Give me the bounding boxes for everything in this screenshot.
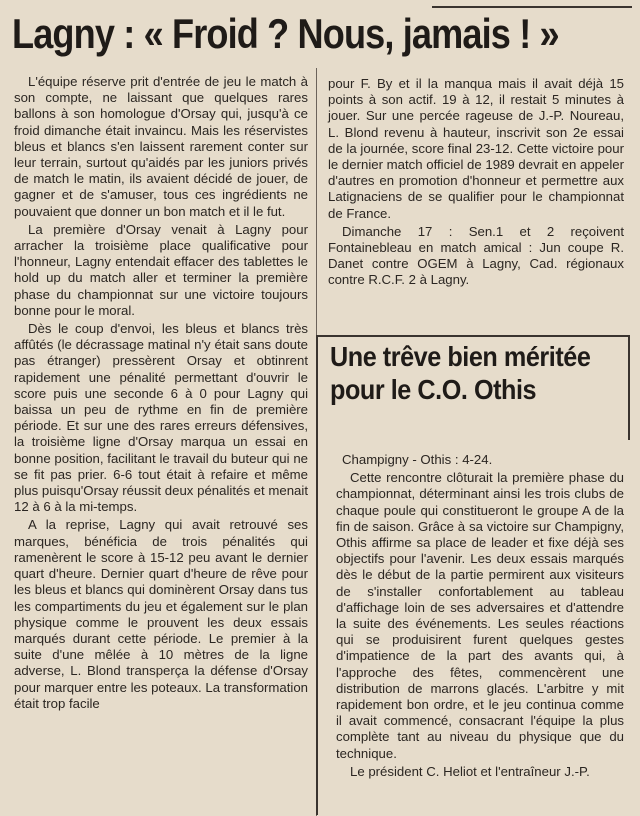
left-column xyxy=(14,74,308,712)
article-paragraph: La première d'Orsay venait à Lagny pour arracher la troisième place qualificative pour l'honneur, Lagny entendait effacer des tablettes le hold up du match aller et terminer la première phase du championnat sur une victoire toujours bonne pour le moral. xyxy=(14,221,308,318)
box-border-left xyxy=(316,335,318,815)
article-paragraph: Cette rencontre clôturait la première phase du championnat, déterminant ainsi les trois clubs de chaque poule qui constitueront le groupe A de la fin de saison. Grâce à sa victoire sur Champigny, Othis affirme sa place de leader et fixe déjà ses objectifs pour l'avenir. Les deux essais marqués dès le début de la partie permirent aux visiteurs de s'installer confortablement au tableau d'affichage loin de ses adversaires et d'attendre la suite des événements. Les seules réactions qui se produisirent furent quelques gestes d'impatience de la part des avants qui, à l'approche des fêtes, commencèrent une distribution de marrons glacés. L'arbitre y mit rapidement bon ordre, et le jeu continua comme il avait commencé, consacrant l'équipe la plus complète tant au niveau du physique que du technique. xyxy=(336,470,624,761)
score-line: Champigny - Othis : 4-24. xyxy=(342,452,493,467)
article-paragraph: pour F. By et il la manqua mais il avait déjà 15 points à son actif. 19 à 12, il restait 5 minutes à jouer. Sur une percée rageuse de J.-P. Noureau, L. Blond revenu à hauteur, inscrivit son 2e essai de la journée, score final 23-12. Cette victoire pour le dernier match officiel de 1989 devrait en appeler d'autres en promotion d'honneur et permettre aux Latignaciens de se qualifier pour le championnat de France. xyxy=(328,76,624,221)
article-paragraph: Dès le coup d'envoi, les bleus et blancs très affûtés (le décrassage matinal n'y était sans doute pas étranger) pressèrent Orsay et obtinrent rapidement une pénalité permettant d'ouvrir le score puis une seconde 6 à 0 pour Lagny qui baissa un peu de rythme en fin de première période. Et sur une des rares erreurs défensives, la troisième ligne d'Orsay marqua un essai en bonne position, facilitant le travail du buteur qui ne se fit pas prier. 6-6 tout était à refaire et même plus puisqu'Orsay réussit deux pénalités et menait 12 à 6 à la mi-temps. xyxy=(14,321,308,515)
right-column-top xyxy=(328,76,624,289)
article-paragraph: Dimanche 17 : Sen.1 et 2 reçoivent Fontainebleau en match amical : Jun coupe R. Danet contre OGEM à Lagny, Cad. régionaux contre R.C.F. 2 à Lagny. xyxy=(328,223,624,288)
box-headline: Une trêve bien méritée pour le C.O. Othis xyxy=(330,341,591,405)
article-paragraph: L'équipe réserve prit d'entrée de jeu le match à son compte, ne laissant que quelques rares ballons à son homologue d'Orsay qui, jusqu'à ce froid dimanche était invaincu. Mais les réservistes bleus et blancs s'en laissent rarement conter sur leur terrain, surtout qu'aidés par les juniors privés de match le matin, ils avaient décidé de jouer, de gagner et de s'amuser, tous ces ingrédients ne pouvaient que donner un bon match et il le fut. xyxy=(14,74,308,219)
article-headline: Lagny : « Froid ? Nous, jamais ! » xyxy=(12,10,559,57)
box-border-top xyxy=(316,335,630,337)
box-article-body xyxy=(336,452,624,780)
box-border-right xyxy=(628,335,630,440)
article-paragraph: Le président C. Heliot et l'entraîneur J.-P. xyxy=(350,763,590,779)
top-rule xyxy=(432,6,632,8)
article-paragraph: A la reprise, Lagny qui avait retrouvé ses marques, bénéficia de trois pénalités qui ramenèrent le score à 15-12 peu avant le dernier quart d'heure. Dernier quart d'heure de rêve pour les bleus et blancs qui dominèrent Orsay dans tus les compartiments du jeu et également sur le plan physique comme le prouvent les deux essais marqués durant cette période. Le premier à la suite d'une mêlée à 10 mètres de la ligne adverse, L. Blond transperça la défense d'Orsay pour marquer entre les poteaux. La transformation était trop facile xyxy=(14,517,308,711)
